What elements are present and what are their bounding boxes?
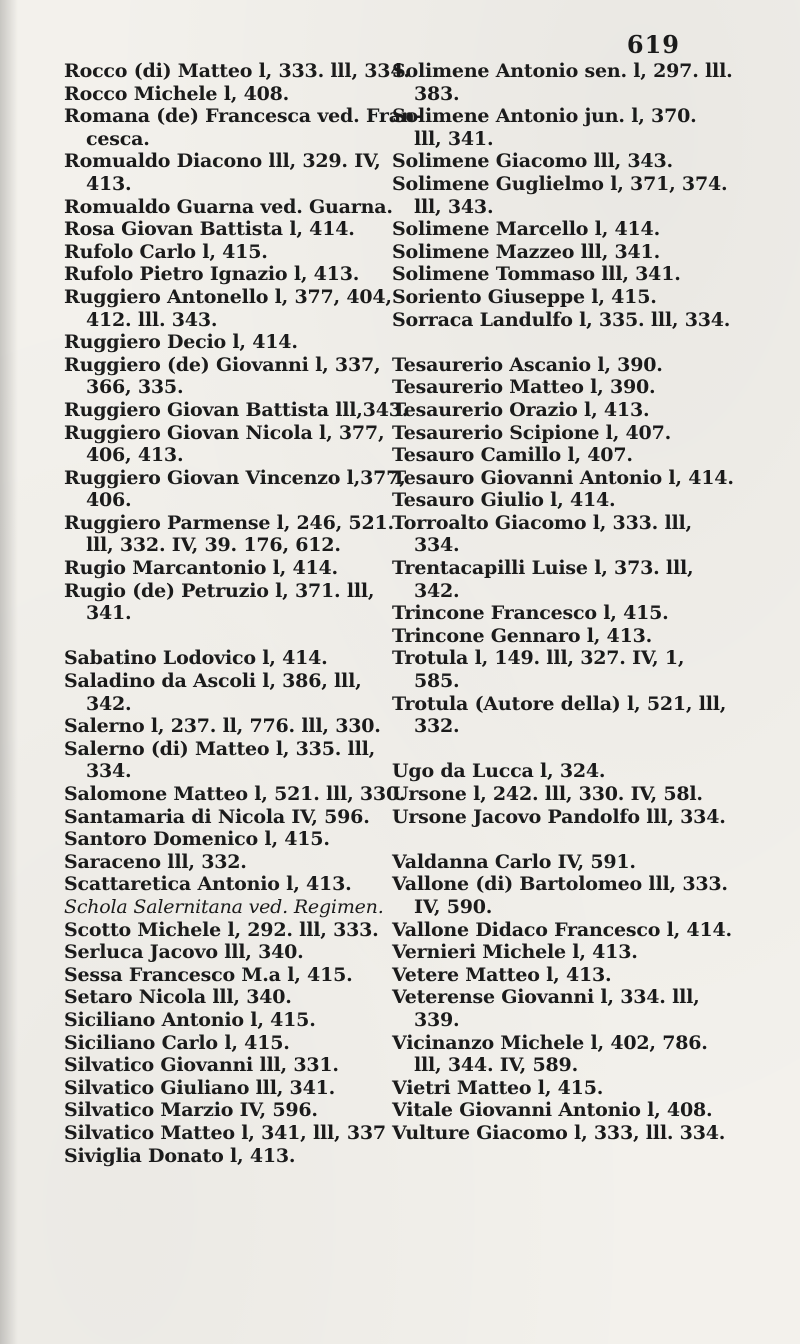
index-entry: Trotula l, 149. lll, 327. IV, 1, — [392, 647, 685, 670]
index-entry: Ugo da Lucca l, 324. — [392, 760, 606, 783]
index-entry: Rugio (de) Petruzio l, 371. lll, — [64, 579, 375, 602]
index-entry: Siviglia Donato l, 413. — [64, 1144, 296, 1167]
index-spacer — [392, 331, 722, 354]
index-entry: 406. — [86, 489, 132, 512]
index-entry: 366, 335. — [86, 376, 184, 399]
index-entry: Siciliano Antonio l, 415. — [64, 1008, 316, 1031]
index-entry: Salomone Matteo l, 521. lll, 330. — [64, 783, 406, 805]
index-entry: 406, 413. — [86, 444, 184, 467]
index-entry: 383. — [414, 82, 460, 105]
index-entry: cesca. — [86, 127, 150, 150]
index-entry: Sorraca Landulfo l, 335. lll, 334. — [392, 308, 731, 331]
index-entry: Tesauro Camillo l, 407. — [392, 444, 633, 467]
index-entry: Vietri Matteo l, 415. — [392, 1076, 604, 1099]
index-entry: Rufolo Carlo l, 415. — [64, 240, 268, 263]
index-entry: IV, 590. — [414, 895, 493, 918]
index-entry: Torroalto Giacomo l, 333. lll, — [392, 511, 692, 534]
index-entry: Ruggiero Giovan Battista lll,343. — [64, 398, 409, 421]
index-entry: Solimene Antonio jun. l, 370. — [392, 105, 697, 128]
index-entry: Veterense Giovanni l, 334. lll, — [392, 986, 700, 1009]
index-entry: Silvatico Marzio IV, 596. — [64, 1099, 318, 1122]
index-entry: lll, 344. IV, 589. — [414, 1054, 578, 1077]
index-entry: Tesaurerio Ascanio l, 390. — [392, 353, 663, 376]
index-entry: Tesauro Giulio l, 414. — [392, 489, 616, 512]
index-entry: 341. — [86, 602, 132, 625]
index-entry: Ruggiero Parmense l, 246, 521. — [64, 511, 394, 534]
index-spacer — [392, 738, 722, 761]
index-entry: Saraceno lll, 332. — [64, 850, 247, 873]
index-entry: Salerno l, 237. ll, 776. lll, 330. — [64, 715, 381, 738]
index-entry: Rufolo Pietro Ignazio l, 413. — [64, 263, 360, 286]
index-entry: 339. — [414, 1008, 460, 1031]
index-entry: Silvatico Giovanni lll, 331. — [64, 1054, 339, 1077]
index-entry: 413. — [86, 172, 132, 195]
page-edge-shadow — [0, 0, 18, 1344]
index-column-left — [64, 60, 423, 1167]
index-entry: Salerno (di) Matteo l, 335. lll, — [64, 737, 376, 760]
index-entry: Vallone (di) Bartolomeo lll, 333. — [392, 873, 728, 896]
index-entry: Siciliano Carlo l, 415. — [64, 1031, 290, 1054]
index-entry: Rugio Marcantonio l, 414. — [64, 557, 338, 580]
index-entry: Ruggiero Decio l, 414. — [64, 331, 298, 354]
index-entry: Romualdo Diacono lll, 329. IV, — [64, 150, 381, 173]
index-entry: 332. — [414, 715, 460, 738]
index-entry: Santamaria di Nicola IV, 596. — [64, 805, 370, 828]
index-entry: Ruggiero Giovan Nicola l, 377, — [64, 421, 385, 444]
index-entry: Sabatino Lodovico l, 414. — [64, 647, 328, 670]
index-entry: Trotula (Autore della) l, 521, lll, — [392, 692, 727, 715]
index-entry: Vallone Didaco Francesco l, 414. — [392, 918, 732, 941]
index-entry: Ruggiero Antonello l, 377, 404, — [64, 285, 392, 308]
index-entry: Romana (de) Francesca ved. Fran- — [64, 105, 423, 128]
index-entry: Ursone l, 242. lll, 330. IV, 58l. — [392, 783, 703, 805]
index-entry: Silvatico Matteo l, 341, lll, 337 — [64, 1121, 386, 1144]
index-entry: 585. — [414, 670, 460, 693]
index-entry: Silvatico Giuliano lll, 341. — [64, 1076, 336, 1099]
index-entry: Tesaurerio Scipione l, 407. — [392, 421, 672, 444]
index-entry: lll, 332. IV, 39. 176, 612. — [86, 534, 341, 557]
index-entry: Saladino da Ascoli l, 386, lll, — [64, 670, 362, 693]
index-entry: Trincone Francesco l, 415. — [392, 602, 669, 625]
index-entry: Solimene Guglielmo l, 371, 374. — [392, 172, 728, 195]
index-entry: Ruggiero (de) Giovanni l, 337, — [64, 353, 381, 376]
index-entry: Vetere Matteo l, 413. — [392, 963, 612, 986]
index-entry: Tesaurerio Orazio l, 413. — [392, 398, 650, 421]
index-entry: Ursone Jacovo Pandolfo lll, 334. — [392, 805, 726, 828]
index-entry: lll, 343. — [414, 195, 494, 218]
index-entry: Rocco Michele l, 408. — [64, 82, 290, 105]
index-column-right — [392, 60, 734, 1145]
index-entry: Solimene Tommaso lll, 341. — [392, 263, 681, 286]
index-entry: lll, 341. — [414, 127, 494, 150]
index-entry: Rocco (di) Matteo l, 333. lll, 334. — [64, 60, 410, 82]
index-entry: Trentacapilli Luise l, 373. lll, — [392, 557, 694, 580]
index-entry: Sessa Francesco M.a l, 415. — [64, 963, 353, 986]
index-entry: 342. — [414, 579, 460, 602]
index-entry: Tesaurerio Matteo l, 390. — [392, 376, 656, 399]
index-entry: Vitale Giovanni Antonio l, 408. — [392, 1099, 713, 1122]
index-entry: Schola Salernitana ved. Regimen. — [64, 895, 384, 918]
index-spacer — [64, 625, 384, 648]
index-entry: Trincone Gennaro l, 413. — [392, 624, 653, 647]
index-entry: Ruggiero Giovan Vincenzo l,377, — [64, 466, 406, 489]
index-entry: Solimene Antonio sen. l, 297. lll. — [392, 60, 733, 82]
index-entry: 334. — [86, 760, 132, 783]
index-entry: Tesauro Giovanni Antonio l, 414. — [392, 466, 734, 489]
index-entry: Serluca Jacovo lll, 340. — [64, 941, 304, 964]
index-entry: Vernieri Michele l, 413. — [392, 941, 638, 964]
index-entry: 334. — [414, 534, 460, 557]
index-entry: Valdanna Carlo IV, 591. — [392, 850, 636, 873]
index-entry: Vicinanzo Michele l, 402, 786. — [392, 1031, 708, 1054]
index-spacer — [392, 828, 722, 851]
index-entry: Scotto Michele l, 292. lll, 333. — [64, 918, 379, 941]
index-entry: Soriento Giuseppe l, 415. — [392, 285, 657, 308]
index-entry: Rosa Giovan Battista l, 414. — [64, 218, 355, 241]
index-entry: Romualdo Guarna ved. Guarna. — [64, 195, 393, 218]
index-entry: 412. lll. 343. — [86, 308, 218, 331]
index-entry: Setaro Nicola lll, 340. — [64, 986, 292, 1009]
index-entry: Solimene Mazzeo lll, 341. — [392, 240, 660, 263]
page-number: 619 — [626, 30, 680, 59]
index-entry: Santoro Domenico l, 415. — [64, 828, 330, 851]
index-entry: Vulture Giacomo l, 333, lll. 334. — [392, 1121, 726, 1144]
index-entry: Solimene Marcello l, 414. — [392, 218, 660, 241]
index-entry: Scattaretica Antonio l, 413. — [64, 873, 352, 896]
index-entry: Solimene Giacomo lll, 343. — [392, 150, 673, 173]
index-entry: 342. — [86, 692, 132, 715]
